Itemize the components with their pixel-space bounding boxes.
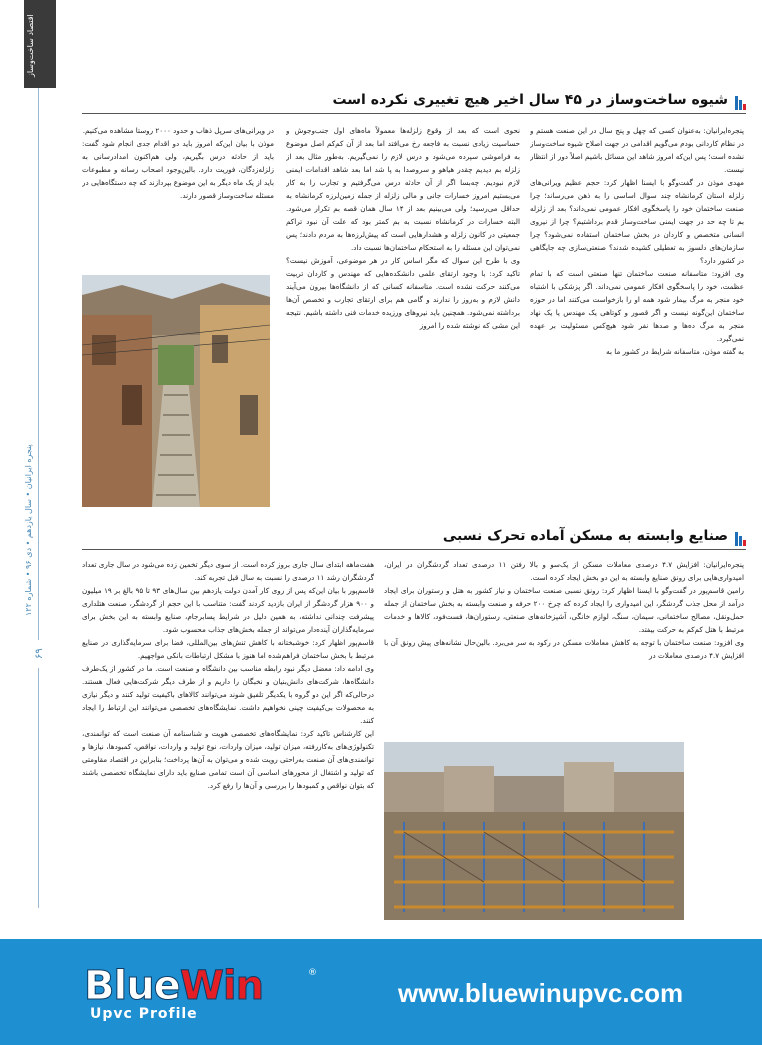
paragraph: وی افزود: متاسفانه صنعت ساختمان تنها صنعتی است که با تمام عظمت، خود را پاسخگوی افکار عمومی نمی‌داند. اگر پزشکی با اشتباه خود منجر به مرگ بیمار شود همه او را بازخواست می‌کنند اما در حوزه ساختمان این‌گونه نیست و اگر قصور و کوتاهی یک مهندس یا یک نهاد منجر به مرگ ده‌ها و صدها نفر شود هیچ‌کس مسئولیت بر عهده نمی‌گیرد. <box>530 269 744 343</box>
article2-col-left <box>82 558 374 928</box>
paragraph: این کارشناس تاکید کرد: نمایشگاه‌های تخصصی هویت و شناسنامه آن صنعت است که توانمندی، تکنولوژی‌های به‌کاررفته، میزان تولید، میزان واردات، نوع تولید و واردات، نواقص، کمبودها، نیازها و توانمندی‌های آن صنعت به‌راحتی رویت شده و می‌توان به آن‌ها پرداخت؛ بنابراین در اقتصاد مقاومتی که تولید و اشتغال از محورهای اساسی آن است تمامی صنایع باید دارای نمایشگاه تخصصی باشند که بتوان نواقص و کمبودها را بررسی و آن‌ها را رفع کرد. <box>82 729 374 790</box>
paragraph: موذن با بیان این‌که امروز باید دو اقدام جدی انجام شود گفت: باید از حادثه درس بگیریم، ولی هم‌اکنون امدادرسانی به زلزله‌زدگان، فوریت دارد. بالین‌وجود اصحاب رسانه و مطبوعات باید از یک ماه دیگر به این موضوع بپردازند که چه دستگاه‌هایی در مسئله ساخت‌وساز قصور دارند. <box>82 139 274 200</box>
chart-bars-icon <box>732 530 746 544</box>
paragraph: وی ادامه داد: معضل دیگر نبود رابطه مناسب بین دانشگاه و صنعت است. ما در کشور از یک‌طرف دانشگاه‌ها، شرکت‌های دانش‌بنیان و نخبگان را داریم و از طرف دیگر شرکت‌هایی فعال هستند. درحالی‌که اگر این دو گروه با یکدیگر تلفیق شوند می‌توانند کالاهای باکیفیت تولید کنند و دیگر نیازی به محصولات بی‌کیفیت چینی نخواهیم داشت. نمایشگاه‌های تخصصی می‌توانند این ارتباط را ایجاد کنند. <box>82 664 374 725</box>
issue-info: پنجره ایرانیان • سال یازدهم • دی ۹۶ • شماره ۱۲۲ <box>24 444 33 616</box>
article2-rule <box>82 549 746 550</box>
article1-col-right <box>530 124 744 516</box>
paragraph: رامین قاسم‌پور در گفت‌وگو با ایسنا اظهار کرد: رونق نسبی صنعت ساختمان و نیاز کشور به هتل و رستوران برای ایجاد درآمد از محل جذب گردشگر، این امیدواری را ایجاد کرده که چرخ ۲۰۰ حرفه و صنعت وابسته به بخش ساختمان از جمله حمل‌ونقل، مصالح ساختمانی، سیمان، سنگ، لوازم خانگی، آشپزخانه‌های صنعتی، رستوران‌ها، فست‌فود، کالاها و خدمات مرتبط با هتل کم‌کم به حرکت بیفتد. <box>384 586 744 634</box>
paragraph: قاسم‌پور با بیان این‌که پس از روی کار آمدن دولت یازدهم بین سال‌های ۹۳ تا ۹۵ بالغ بر ۱۹ میلیون و ۹۰۰ هزار گردشگر از ایران بازدید کردند گفت: متناسب با این حجم از گردشگر، صنعت هتلداری پیشرفت چندانی نداشته، به همین دلیل در شرایط پسابرجام، صنایع وابسته به این بخش برای سرمایه‌گذاران آینده‌دار می‌تواند از جمله بخش‌های جذاب محسوب شود. <box>82 586 374 634</box>
article1-col-left <box>82 124 274 270</box>
paragraph: پنجره‌ایرانیان: به‌عنوان کسی که چهل و پنج سال در این صنعت هستم و در نظام کاردانی بودم می‌گویم اقدامی در جهت اصلاح شیوه ساخت‌وساز نشده است؛ پس این‌که امروز شاهد این مسائل باشیم اصلاً دور از انتظار نیست. <box>530 126 744 174</box>
paragraph: قاسم‌پور اظهار کرد: خوشبختانه با کاهش تنش‌های بین‌المللی، فضا برای سرمایه‌گذاری در صنایع مرتبط با بخش ساختمان فراهم‌شده اما هنوز با مشکل ارتباطات بانکی مواجهیم. <box>82 638 374 660</box>
logo-part-blue: Blue <box>84 963 180 1009</box>
paragraph: به گفته موذن، متاسفانه شرایط در کشور ما به <box>606 347 744 356</box>
section-tab-label: اقتصاد ساخت‌وساز <box>26 14 35 78</box>
paragraph: مهدی موذن در گفت‌وگو با ایسنا اظهار کرد: حجم عظیم ویرانی‌های زلزله استان کرمانشاه چند سوال اساسی را به ذهن می‌رساند؛ چرا صنعت ساختمان خود را پاسخگوی افکار عمومی نمی‌داند؟ بعد از زلزله بم تا چه حد در جهت ایمنی ساخت‌وساز قدم برداشتیم؟ چرا از نیروی انسانی متخصص و کاردان در بخش ساختمان استفاده نمی‌شود؟ چرا سازمان‌های دلسوز به تعطیلی کشیده شدند؟ صنعتی‌سازی چه جایگاهی در کشور دارد؟ <box>530 178 744 265</box>
paragraph: در ویرانی‌های سرپل ذهاب و حدود ۲۰۰۰ روستا مشاهده می‌کنیم. <box>82 126 274 135</box>
paragraph: وی افزود: صنعت ساختمان با توجه به کاهش معاملات مسکن در رکود به سر می‌برد. بالین‌حال نشانه‌های پیش رونق آن با افزایش ۴.۷ درصدی معاملات در <box>384 638 744 660</box>
construction-site-photo <box>384 742 684 920</box>
page-number: ۶۹ <box>32 640 48 668</box>
logo-part-win: Win <box>179 963 264 1009</box>
paragraph: نحوی است که بعد از وقوع زلزله‌ها معمولاً ماه‌های اول جنب‌وجوش و حساسیت زیادی نسبت به فاجعه رخ می‌افتد اما بعد از آن کم‌کم اصل موضوع به فراموشی سپرده می‌شود و درس لازم را نمی‌گیریم. به‌طور مثال بعد از زلزله بم دیدیم چقدر هیاهو و سروصدا به پا شد اما بعد شاهد اقدامات ایمنی لازم نبودیم. چه‌بسا اگر از آن حادثه درس می‌گرفتیم و تجارب را به کار می‌بستیم امروز خسارات جانی و مالی زلزله از جمله زمین‌لرزه کرمانشاه به حداقل می‌رسید؛ ولی می‌بینیم بعد از ۱۴ سال همان قصه بم تکرار می‌شود. البته خسارات در کرمانشاه نسبت به بم کمتر بود که علت آن نبود تراکم جمعیتی در کانون زلزله و هشدارهایی است که پیش‌لرزه‌ها به مردم دادند؛ پس نمی‌توان این مسئله را به استحکام ساختمان‌ها نسبت داد. <box>286 126 520 252</box>
registered-mark: ® <box>308 968 317 978</box>
logo-wordmark <box>84 964 263 1008</box>
article1-col-middle <box>286 124 520 516</box>
paragraph: پنجره‌ایرانیان: افزایش ۴.۷ درصدی معاملات مسکن از یک‌سو و بالا رفتن ۱۱ درصدی تعداد گردشگران در ایران، امیدواری‌هایی برای رونق صنایع وابسته به این دو بخش ایجاد کرده است. <box>384 560 744 582</box>
article2-title-text: صنایع وابسته به مسکن آماده تحرک نسبی <box>442 528 728 544</box>
paragraph: وی با طرح این سوال که مگر اساس کار در هر موضوعی، آموزش نیست؟ تاکید کرد: با وجود ارتقای علمی دانشکده‌هایی که مهندس و کاردان تربیت می‌کنند حرکت نشده است. متاسفانه کسانی که از دانشگاه‌ها بیرون می‌آیند دانش لازم و به‌روز را ندارند و گامی هم برای ارتقای تجارب و تخصص آن‌ها برداشته نمی‌شود. همچنین باید نیروهای ورزیده خدمات فنی داشته باشیم. نتیجه این مشی که نوشته شده را امروز <box>286 256 520 330</box>
article2-title <box>443 528 746 544</box>
paragraph: هفت‌ماهه ابتدای سال جاری بروز کرده است. از سوی دیگر تخمین زده می‌شود در سال جاری تعداد گردشگران رشد ۱۱ درصدی را نسبت به سال قبل تجربه کند. <box>82 560 374 582</box>
article1-title-text: شیوه ساخت‌وساز در ۴۵ سال اخیر هیچ تغییری نکرده است <box>332 92 728 108</box>
bluewin-logo <box>84 964 324 1024</box>
alley-photo <box>82 275 270 507</box>
website-url[interactable]: www.bluewinupvc.com <box>398 978 684 1008</box>
article1-rule <box>82 113 746 114</box>
article1-title <box>332 92 746 108</box>
logo-tagline: Upvc Profile <box>90 1006 198 1022</box>
chart-bars-icon <box>732 94 746 108</box>
article2-col-right <box>384 558 744 738</box>
